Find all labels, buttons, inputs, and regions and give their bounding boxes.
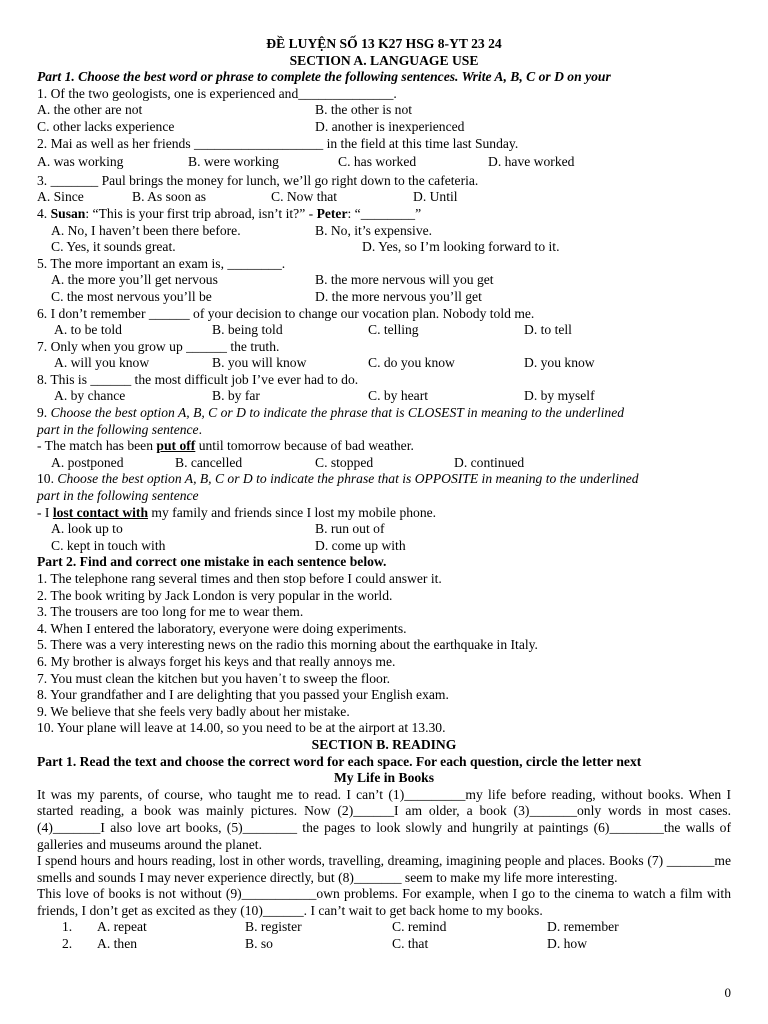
- part1-instruction: Part 1. Choose the best word or phrase to complete the following sentences. Write A, B, C or D on your: [37, 69, 611, 85]
- exam-title: ĐỀ LUYỆN SỐ 13 K27 HSG 8-YT 23 24: [266, 36, 502, 51]
- option-c: C. kept in touch with: [51, 537, 166, 553]
- option-c: C. by heart: [368, 388, 429, 404]
- option-a: A. postponed: [51, 454, 124, 470]
- option-c: C. the most nervous you’ll be: [51, 288, 212, 304]
- part2-sentence: 3. The trousers are too long for me to wear them.: [37, 604, 304, 620]
- question-9-sentence: [37, 438, 731, 455]
- question-6-options: [37, 322, 731, 339]
- option-a: A. the other are not: [37, 102, 143, 118]
- option-b: B. run out of: [315, 521, 385, 537]
- option-a: A. No, I haven’t been there before.: [51, 222, 241, 238]
- question-5-stem: 5. The more important an exam is, ________.: [37, 255, 286, 271]
- option-d: D. have worked: [488, 154, 575, 170]
- option-c: C. Yes, it sounds great.: [51, 239, 176, 255]
- part2-sentence: 5. There was a very interesting news on the radio this morning about the earthquake in Italy.: [37, 637, 538, 653]
- speaker-peter: Peter: [316, 205, 348, 221]
- question-4-quote: : “This is your first trip abroad, isn’t it?” -: [85, 205, 317, 221]
- option-a: A. the more you’ll get nervous: [51, 272, 218, 288]
- question-4-stem: [37, 206, 731, 223]
- option-c: C. remind: [392, 919, 447, 935]
- option-b: B. you will know: [212, 355, 307, 371]
- part2-sentence: 9. We believe that she feels very badly about her mistake.: [37, 703, 350, 719]
- option-d: D. by myself: [524, 388, 595, 404]
- passage-title: My Life in Books: [333, 770, 435, 786]
- option-c: C. that: [392, 936, 429, 952]
- option-b: B. being told: [212, 322, 283, 338]
- option-d: D. another is inexperienced: [315, 118, 465, 134]
- option-c: C. telling: [368, 322, 419, 338]
- option-d: D. you know: [524, 355, 595, 371]
- option-b: B. so: [245, 936, 273, 952]
- question-9-period: .: [198, 421, 202, 437]
- part2-sentence: 2. The book writing by Jack London is very popular in the world.: [37, 587, 393, 603]
- question-4-options-row1: [37, 223, 731, 240]
- question-1-stem: 1. Of the two geologists, one is experienced and______________.: [37, 85, 397, 101]
- question-10-options-row2: [37, 538, 731, 555]
- option-d: D. come up with: [315, 537, 406, 553]
- option-a: A. was working: [37, 154, 124, 170]
- question-5-options-row2: [37, 289, 731, 306]
- question-10-instruction: [37, 471, 731, 488]
- option-c: C. stopped: [315, 454, 374, 470]
- question-10-sentence: [37, 505, 731, 522]
- option-a: A. repeat: [97, 919, 147, 935]
- question-4-number: 4.: [37, 205, 51, 221]
- option-d: D. Until: [413, 189, 458, 205]
- sentence-pre: - The match has been: [37, 438, 157, 454]
- question-2-options: [37, 154, 731, 171]
- option-b: B. were working: [188, 154, 279, 170]
- option-b: B. the other is not: [315, 102, 413, 118]
- question-3-options: [37, 189, 731, 206]
- question-4-answer-blank: : “________”: [347, 205, 422, 221]
- option-d: D. how: [547, 936, 588, 952]
- option-d: D. remember: [547, 919, 619, 935]
- part2-sentence: 4. When I entered the laboratory, everyone were doing experiments.: [37, 620, 407, 636]
- section-b-heading: SECTION B. READING: [311, 736, 457, 752]
- question-10-options-row1: [37, 521, 731, 538]
- question-1-options-row2: [37, 119, 731, 136]
- question-9-instruction: [37, 405, 731, 422]
- sentence-post: until tomorrow because of bad weather.: [195, 438, 414, 454]
- section-a-heading: SECTION A. LANGUAGE USE: [289, 52, 479, 68]
- option-a: A. then: [97, 936, 138, 952]
- question-number: 2.: [62, 936, 73, 952]
- reading-question-1: [37, 919, 731, 936]
- option-c: C. has worked: [338, 154, 417, 170]
- option-b: B. No, it’s expensive.: [315, 222, 433, 238]
- question-1-options-row1: [37, 102, 731, 119]
- question-9-options: [37, 455, 731, 472]
- speaker-susan: Susan: [50, 205, 86, 221]
- question-9-instruction-cont: [37, 422, 731, 439]
- passage-paragraph: This love of books is not without (9)___________own problems. For example, when I go to the cinema to watch a film with friends, I don’t get as excited as they (10)______. I can’t wait to get back home to my books.: [37, 886, 731, 918]
- question-8-stem: 8. This is ______ the most difficult job I’ve ever had to do.: [37, 371, 359, 387]
- reading-part1-instruction: Part 1. Read the text and choose the correct word for each space. For each question, circle the letter next: [37, 753, 642, 769]
- question-9-instruction-text-2: part in the following sentence: [37, 421, 199, 437]
- question-2-stem: 2. Mai as well as her friends ___________________ in the field at this time last Sunday.: [37, 135, 519, 151]
- option-a: A. look up to: [51, 521, 123, 537]
- part2-sentence: 1. The telephone rang several times and then stop before I could answer it.: [37, 571, 442, 586]
- page-number: 0: [724, 985, 731, 1001]
- option-c: C. other lacks experience: [37, 118, 175, 134]
- part2-sentence: 6. My brother is always forget his keys and that really annoys me.: [37, 653, 396, 669]
- part2-sentence: 7. You must clean the kitchen but you haven᾽t to sweep the floor.: [37, 670, 390, 686]
- part2-sentence: 10. Your plane will leave at 14.00, so you need to be at the airport at 13.30.: [37, 720, 446, 736]
- option-b: B. As soon as: [132, 189, 207, 205]
- sentence-post: my family and friends since I lost my mobile phone.: [148, 504, 437, 520]
- option-b: B. register: [245, 919, 302, 935]
- question-6-stem: 6. I don’t remember ______ of your decision to change our vocation plan. Nobody told me.: [37, 305, 535, 321]
- option-a: A. by chance: [54, 388, 126, 404]
- question-5-options-row1: [37, 272, 731, 289]
- option-a: A. will you know: [54, 355, 150, 371]
- question-10-instruction-text: Choose the best option A, B, C or D to indicate the phrase that is OPPOSITE in meaning to the underlined: [57, 471, 639, 487]
- option-d: D. continued: [454, 454, 525, 470]
- option-d: D. Yes, so I’m looking forward to it.: [362, 239, 560, 255]
- option-b: B. cancelled: [175, 454, 243, 470]
- question-7-options: [37, 355, 731, 372]
- reading-question-2: [37, 936, 731, 953]
- option-a: A. to be told: [54, 322, 122, 338]
- part2-sentence: 8. Your grandfather and I are delighting that you passed your English exam.: [37, 687, 449, 703]
- underlined-phrase: lost contact with: [52, 504, 149, 520]
- sentence-pre: - I: [37, 504, 53, 520]
- option-b: B. by far: [212, 388, 260, 404]
- option-a: A. Since: [37, 189, 84, 205]
- question-9-number: 9.: [37, 405, 51, 421]
- option-c: C. do you know: [368, 355, 455, 371]
- option-b: B. the more nervous will you get: [315, 272, 494, 288]
- document-page: [37, 36, 731, 953]
- option-d: D. the more nervous you’ll get: [315, 288, 482, 304]
- question-number: 1.: [62, 919, 73, 935]
- underlined-phrase: put off: [156, 438, 196, 454]
- passage-paragraph: It was my parents, of course, who taught me to read. I can’t (1)_________my life before reading, without books. When I started reading, a book was mainly pictures. Now (2)______I am older, a book (3)_______only words in most cases. (4)_______I also love art books, (5)________ the pages to look slowly and hungrily at paintings (6)________the walls of galleries and museums around the planet.: [37, 786, 731, 852]
- part2-instruction: Part 2. Find and correct one mistake in each sentence below.: [37, 554, 387, 570]
- question-7-stem: 7. Only when you grow up ______ the truth.: [37, 338, 280, 354]
- option-c: C. Now that: [271, 189, 338, 205]
- option-d: D. to tell: [524, 322, 572, 338]
- question-10-instruction-cont: part in the following sentence: [37, 488, 199, 504]
- question-8-options: [37, 388, 731, 405]
- question-3-stem: 3. _______ Paul brings the money for lunch, we’ll go right down to the cafeteria.: [37, 172, 479, 188]
- question-4-options-row2: [37, 239, 731, 256]
- question-9-instruction-text: Choose the best option A, B, C or D to indicate the phrase that is CLOSEST in meaning to the underlined: [50, 405, 625, 421]
- passage-paragraph: I spend hours and hours reading, lost in other words, travelling, dreaming, imagining people and places. Books (7) _______me smells and sounds I may never experience directly, but (8)_______ seem to make my life more interesting.: [37, 853, 731, 885]
- question-10-number: 10.: [37, 471, 58, 487]
